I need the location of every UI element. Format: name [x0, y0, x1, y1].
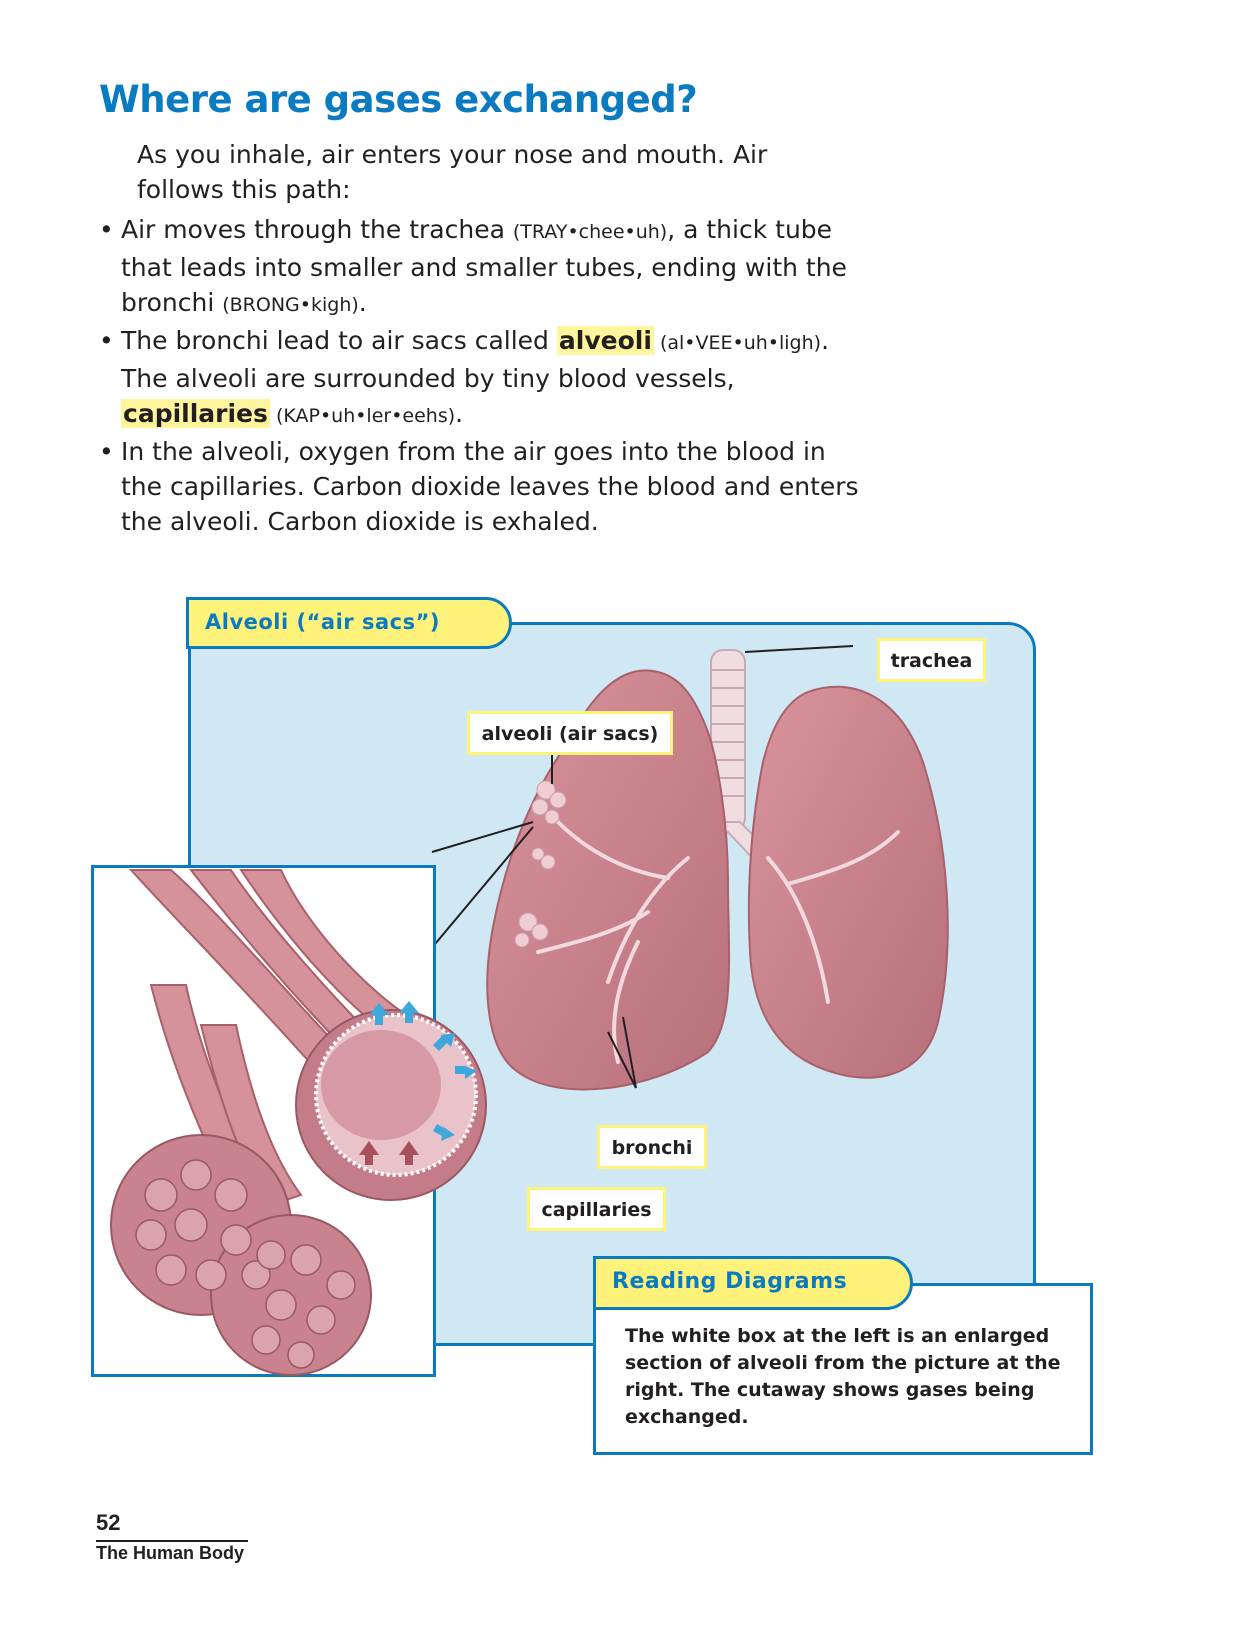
page-number: 52: [96, 1510, 121, 1535]
bullet-2-text-b: . The alveoli are surrounded by tiny blood vessels,: [121, 326, 830, 393]
trachea-label: trachea: [877, 638, 986, 682]
bullet-2-text-a: The bronchi lead to air sacs called: [121, 326, 557, 355]
bullet-symbol: •: [99, 437, 114, 466]
page-heading: Where are gases exchanged?: [99, 78, 698, 121]
alveoli-pronunciation: (al•VEE•uh•ligh): [653, 332, 822, 354]
vocab-term-alveoli: alveoli: [558, 326, 652, 355]
bullet-symbol: •: [99, 215, 114, 244]
right-lung-shape: [749, 687, 948, 1078]
bullet-1-text-a: Air moves through the trachea: [121, 215, 513, 244]
reading-diagrams-title: Reading Diagrams: [593, 1256, 913, 1310]
trachea-pronunciation: (TRAY•chee•uh): [512, 221, 668, 243]
list-item: [99, 212, 859, 323]
vocab-term-capillaries: capillaries: [123, 399, 268, 428]
capillaries-label: capillaries: [527, 1187, 666, 1231]
alveoli-label: alveoli (air sacs): [467, 711, 673, 755]
bronchi-pronunciation: (BRONG•kigh): [222, 294, 359, 316]
intro-text: As you inhale, air enters your nose and mouth. Air follows this path:: [137, 140, 768, 204]
bullet-2-text-c: .: [455, 399, 464, 428]
bronchi-label: bronchi: [597, 1125, 707, 1169]
bullet-1-text-b: , a thick tube that leads into smaller and smaller tubes, ending with the bronchi: [121, 215, 847, 317]
capillaries-pronunciation: (KAP•uh•ler•eehs): [269, 405, 456, 427]
list-item: [99, 323, 859, 434]
book-title: The Human Body: [96, 1543, 245, 1563]
alveolus-cavity: [321, 1030, 441, 1140]
footer-divider: [96, 1540, 248, 1542]
intro-paragraph: [99, 137, 839, 207]
airway-path-list: [99, 212, 859, 539]
alveoli-cutaway-illustration: [91, 865, 511, 1425]
bullet-1-text-c: .: [358, 288, 367, 317]
bullet-symbol: •: [99, 326, 114, 355]
diagram-title-tab: Alveoli (“air sacs”): [186, 597, 512, 649]
bullet-3-text: In the alveoli, oxygen from the air goes into the blood in the capillaries. Carbon dioxide leaves the blood and enters the alveoli. Carbon dioxide is exhaled.: [121, 437, 859, 536]
reading-diagrams-text: The white box at the left is an enlarged section of alveoli from the picture at the right. The cutaway shows gases being exchanged.: [625, 1325, 1061, 1428]
list-item: [99, 434, 859, 539]
